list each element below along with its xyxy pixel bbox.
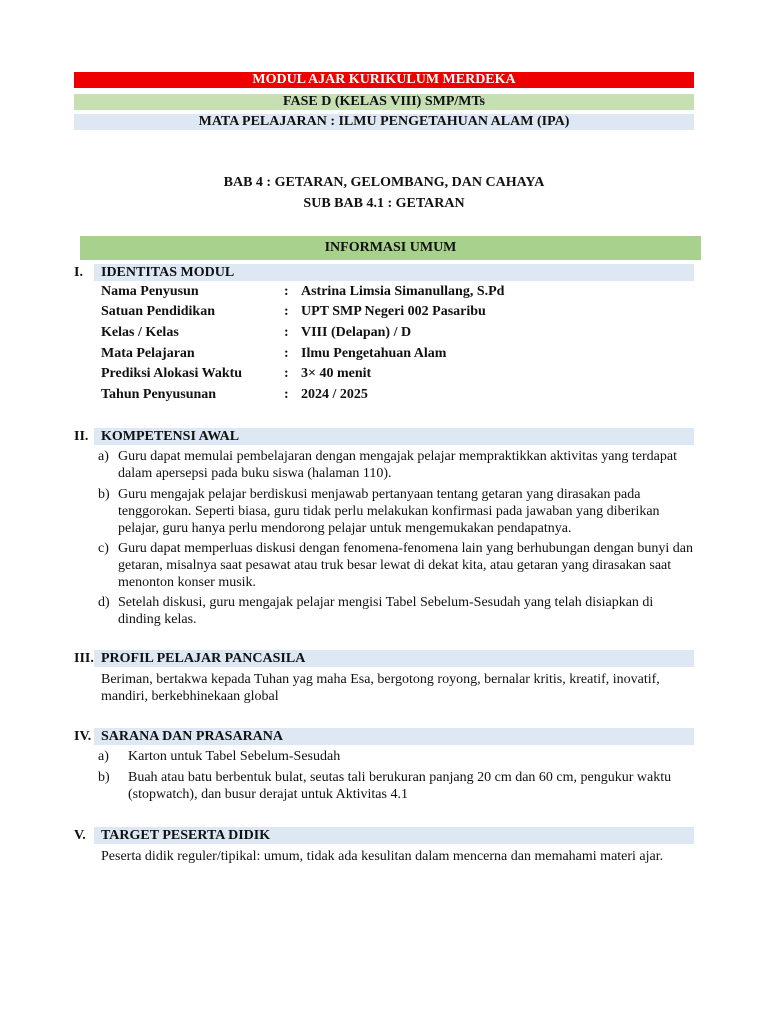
target-text: Peserta didik reguler/tipikal: umum, tidak ada kesulitan dalam mencerna dan memahami materi ajar. (101, 849, 664, 864)
list-marker: b) (98, 770, 110, 785)
list-item (98, 594, 694, 628)
section-profil-pelajar (74, 650, 694, 667)
identity-value: Ilmu Pengetahuan Alam (301, 346, 447, 361)
identity-row (101, 302, 694, 322)
list-marker: b) (98, 487, 110, 502)
identity-value: UPT SMP Negeri 002 Pasaribu (301, 304, 486, 319)
list-item (98, 486, 694, 537)
section-sarana-prasarana (74, 728, 694, 745)
section-title: SARANA DAN PRASARANA (101, 729, 284, 744)
identity-row (101, 385, 694, 405)
phase-band: FASE D (KELAS VIII) SMP/MTs (74, 94, 694, 110)
list-item (98, 769, 694, 803)
identity-colon: : (284, 366, 289, 381)
profil-text: Beriman, bertakwa kepada Tuhan yag maha Esa, bergotong royong, bernalar kritis, kreatif, inovatif, mandiri, berkebhinekaan global (101, 672, 660, 704)
sub-chapter-title: SUB BAB 4.1 : GETARAN (303, 196, 465, 211)
informasi-umum-bar: INFORMASI UMUM (80, 236, 701, 260)
identity-label: Nama Penyusun (101, 284, 199, 299)
identity-row (101, 282, 694, 302)
section-number: II. (74, 429, 89, 444)
list-item (98, 448, 694, 482)
list-text: Setelah diskusi, guru mengajak pelajar mengisi Tabel Sebelum-Sesudah yang telah disiapkan di dinding kelas. (118, 595, 654, 627)
identity-label: Kelas / Kelas (101, 325, 179, 340)
list-marker: d) (98, 595, 110, 610)
identity-value: 2024 / 2025 (301, 387, 368, 402)
list-marker: a) (98, 749, 109, 764)
module-title-band: MODUL AJAR KURIKULUM MERDEKA (74, 72, 694, 88)
chapter-title: BAB 4 : GETARAN, GELOMBANG, DAN CAHAYA (223, 175, 545, 190)
identity-row (101, 364, 694, 384)
subject-band: MATA PELAJARAN : ILMU PENGETAHUAN ALAM (IPA) (74, 114, 694, 130)
identity-row (101, 323, 694, 343)
identity-row (101, 344, 694, 364)
section-title: TARGET PESERTA DIDIK (101, 828, 271, 843)
identity-value: VIII (Delapan) / D (301, 325, 412, 340)
section-number: V. (74, 828, 86, 843)
identity-value: Astrina Limsia Simanullang, S.Pd (301, 284, 505, 299)
identity-value: 3× 40 menit (301, 366, 372, 381)
identity-colon: : (284, 284, 289, 299)
list-text: Buah atau batu berbentuk bulat, seutas tali berukuran panjang 20 cm dan 60 cm, pengukur waktu (stopwatch), dan busur derajat untuk Aktivitas 4.1 (128, 770, 672, 802)
identity-label: Satuan Pendidikan (101, 304, 215, 319)
section-number: IV. (74, 729, 92, 744)
list-text: Guru dapat memperluas diskusi dengan fenomena-fenomena lain yang berhubungan dengan bunyi dan getaran, misalnya saat pesawat atau truk besar lewat di dekat kita, atau getaran yang dirasakan saat menonton konser musik. (118, 541, 693, 590)
list-marker: a) (98, 449, 109, 464)
section-title: IDENTITAS MODUL (101, 265, 235, 280)
section-target-peserta (74, 827, 694, 844)
identity-colon: : (284, 325, 289, 340)
section-identitas-modul (74, 264, 694, 281)
identity-label: Mata Pelajaran (101, 346, 195, 361)
list-item (98, 748, 694, 765)
section-number: III. (74, 651, 94, 666)
section-number: I. (74, 265, 83, 280)
section-title: KOMPETENSI AWAL (101, 429, 240, 444)
list-text: Karton untuk Tabel Sebelum-Sesudah (128, 749, 341, 764)
list-text: Guru dapat memulai pembelajaran dengan mengajak pelajar mempraktikkan aktivitas yang terdapat dalam apersepsi pada buku siswa (halaman 110). (118, 449, 678, 481)
section-kompetensi-awal (74, 428, 694, 445)
list-text: Guru mengajak pelajar berdiskusi menjawab pertanyaan tentang getaran yang dirasakan pada tenggorokan. Seperti biasa, guru tidak perlu melakukan konfirmasi pada jawaban yang diberikan pelajar, guru hanya perlu mendorong pelajar untuk mengemukakan pendapatnya. (118, 487, 660, 536)
identity-label: Prediksi Alokasi Waktu (101, 366, 243, 381)
section-title: PROFIL PELAJAR PANCASILA (101, 651, 306, 666)
identity-colon: : (284, 346, 289, 361)
list-marker: c) (98, 541, 109, 556)
identity-colon: : (284, 304, 289, 319)
list-item (98, 540, 694, 591)
identity-label: Tahun Penyusunan (101, 387, 217, 402)
identity-colon: : (284, 387, 289, 402)
